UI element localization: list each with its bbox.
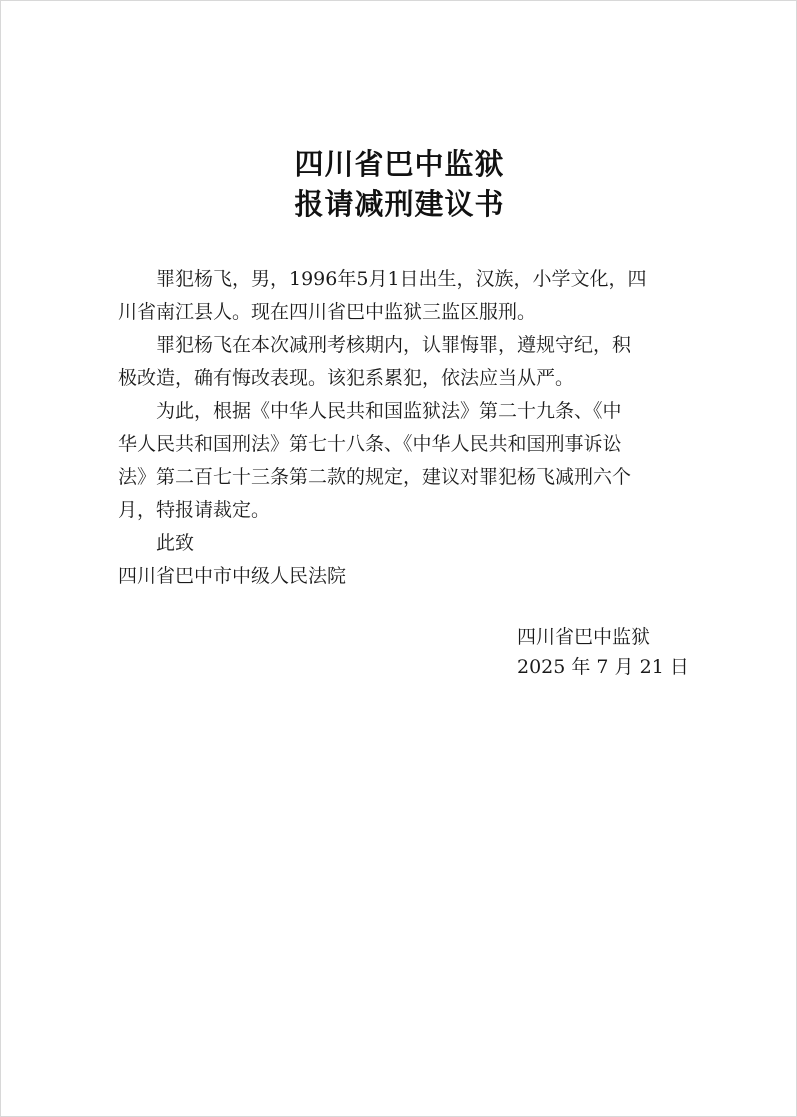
paragraph2-line1: 罪犯杨飞在本次减刑考核期内，认罪悔罪，遵规守纪，积 [156,334,632,356]
paragraph3-line4: 月，特报请裁定。 [118,499,271,521]
paragraph3-line2: 华人民共和国刑法》第七十八条、《中华人民共和国刑事诉讼 [118,433,622,455]
recipient: 四川省巴中市中级人民法院 [118,565,347,587]
document-body [118,263,698,593]
paragraph2-line2: 极改造，确有悔改表现。该犯系累犯，依法应当从严。 [118,367,575,389]
paragraph3-line3: 法》第二百七十三条第二款的规定，建议对罪犯杨飞减刑六个 [118,466,632,488]
paragraph1-line1: 罪犯杨飞，男，1996年5月1日出生，汉族，小学文化，四 [156,268,647,290]
document-title-line2: 报请减刑建议书 [294,187,505,221]
signature-date: 2025 年 7 月 21 日 [517,656,689,678]
paragraph3-line1: 为此，根据《中华人民共和国监狱法》第二十九条、《中 [156,400,622,422]
salutation: 此致 [156,532,195,554]
paragraph1-line2: 川省南江县人。现在四川省巴中监狱三监区服刑。 [118,301,537,323]
document-title-line1: 四川省巴中监狱 [294,147,505,181]
signature-organization: 四川省巴中监狱 [517,626,651,648]
